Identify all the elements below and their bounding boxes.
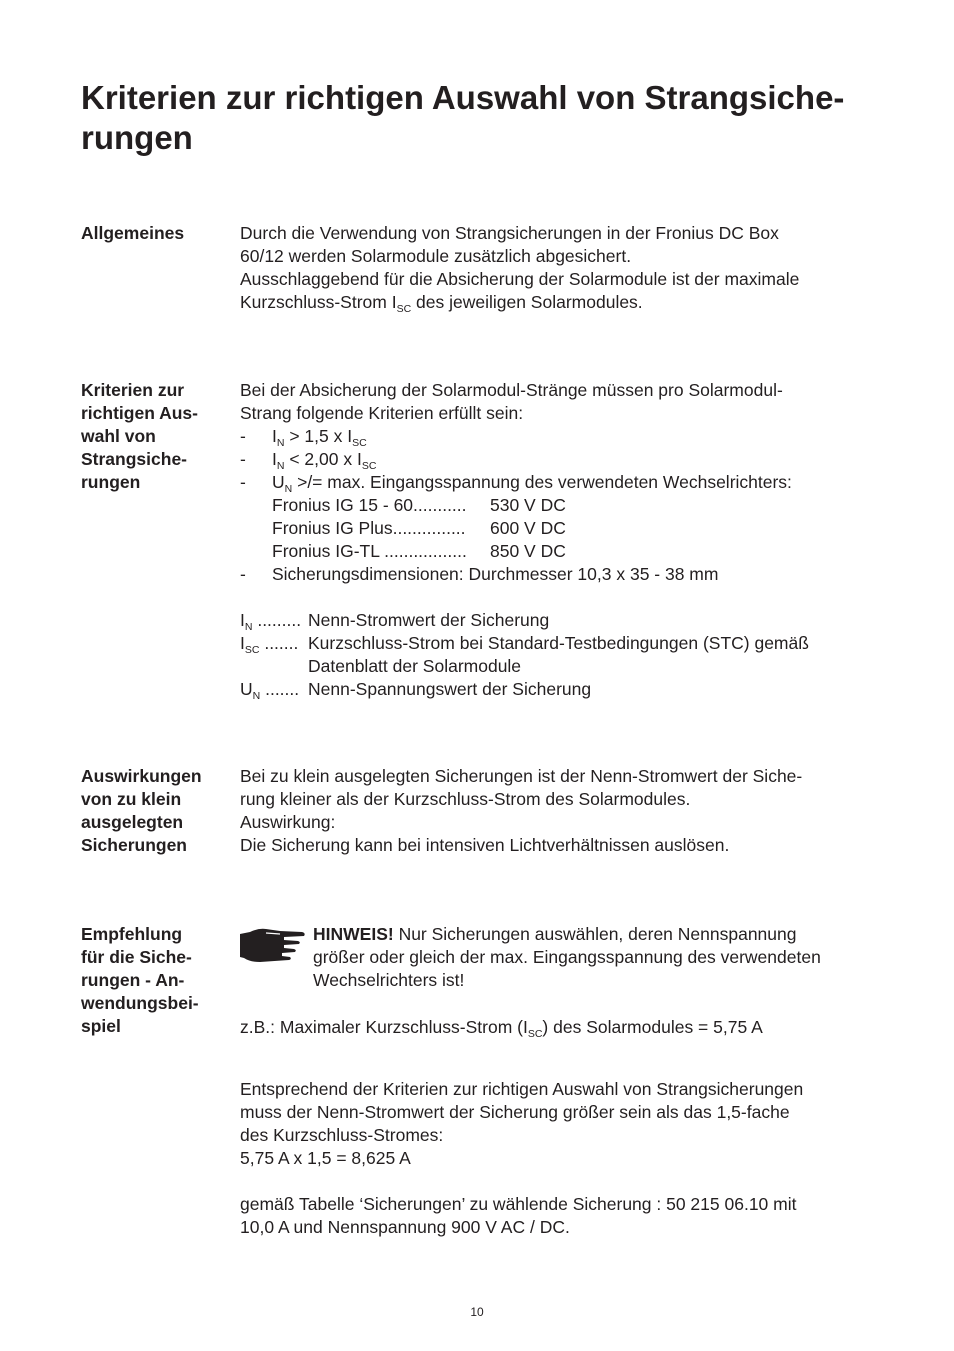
text-line: Die Sicherung kann bei intensiven Lichtverhältnissen auslösen.: [240, 835, 730, 855]
text-line: des Kurzschluss-Stromes:: [240, 1125, 444, 1145]
text-line: gemäß Tabelle ‘Sicherungen’ zu wählende Sicherung : 50 215 06.10 mit: [240, 1194, 797, 1214]
section-body-kriterien: [240, 379, 880, 701]
legend-row: $I_{SC}$ ....... Kurzschluss-Strom bei Standard-Testbedingungen (STC) gemäß: [240, 633, 809, 656]
page-title-line-1: Kriterien zur richtigen Auswahl von Strangsiche-: [81, 79, 845, 116]
text-line: Bei zu klein ausgelegten Sicherungen ist der Nenn-Stromwert der Siche-: [240, 766, 803, 786]
section-body-empfehlung: [240, 1016, 880, 1239]
text-line: rung kleiner als der Kurzschluss-Strom des Solarmodules.: [240, 789, 691, 809]
section-label-empfehlung: Empfehlung für die Siche- rungen - An- wendungsbei- spiel: [81, 924, 199, 1036]
device-row: Fronius IG-TL ................. 850 V DC: [272, 541, 566, 561]
section-body-auswirkungen: [240, 765, 880, 857]
section-label-allgemeines: Allgemeines: [81, 223, 185, 243]
example-line: z.B.: Maximaler Kurzschluss-Strom $(I_{SC})$ des Solarmodules = 5,75 A: [240, 1017, 763, 1040]
device-row: Fronius IG Plus............... 600 V DC: [272, 518, 566, 538]
legend-row: $U_N$ ....... Nenn-Spannungswert der Sicherung: [240, 679, 592, 702]
text-line: 5,75 A x 1,5 = 8,625 A: [240, 1148, 411, 1168]
device-row: Fronius IG 15 - 60........... 530 V DC: [272, 495, 566, 515]
text-line: Bei der Absicherung der Solarmodul-Stränge müssen pro Solarmodul-: [240, 380, 783, 400]
text-line: Ausschlaggebend für die Absicherung der Solarmodule ist der maximale: [240, 269, 800, 289]
legend-row: $I_N$ ......... Nenn-Stromwert der Sicherung: [240, 610, 550, 633]
text-line: Auswirkung:: [240, 812, 336, 832]
section-label-auswirkungen: Auswirkungen von zu klein ausgelegten Sicherungen: [81, 766, 202, 855]
text-line: 60/12 werden Solarmodule zusätzlich abgesichert.: [240, 246, 632, 266]
criterion-item: - Sicherungsdimensionen: Durchmesser 10,3 x 35 - 38 mm: [240, 564, 719, 584]
text-line: Kurzschluss-Strom $I_{SC}$ des jeweiligen Solarmodules.: [240, 292, 643, 315]
pointing-hand-icon: [240, 926, 306, 966]
page-title: [81, 78, 891, 158]
text-line: Entsprechend der Kriterien zur richtigen Auswahl von Strangsicherungen: [240, 1079, 804, 1099]
page-title-line-2: rungen: [81, 119, 193, 156]
criterion-item: - $I_N > 1,5$ x $I_{SC}$: [240, 426, 367, 449]
text-line: Durch die Verwendung von Strangsicherungen in der Fronius DC Box: [240, 223, 779, 243]
section-body-allgemeines: [240, 222, 880, 314]
text-line: Strang folgende Kriterien erfüllt sein:: [240, 403, 524, 423]
legend-row-continued: Datenblatt der Solarmodule: [308, 656, 522, 676]
hinweis-note: HINWEIS! Nur Sicherungen auswählen, deren Nennspannung größer oder gleich der max. Eingangsspannung des verwendeten Wechselrichters ist!: [313, 924, 821, 990]
text-line: 10,0 A und Nennspannung 900 V AC / DC.: [240, 1217, 570, 1237]
page-number: 10: [470, 1305, 484, 1319]
text-line: muss der Nenn-Stromwert der Sicherung größer sein als das 1,5-fache: [240, 1102, 790, 1122]
criterion-item: - $U_N$ >/= max. Eingangsspannung des verwendeten Wechselrichters:: [240, 472, 792, 495]
section-label-kriterien: Kriterien zur richtigen Aus- wahl von Strangsiche- rungen: [81, 380, 198, 492]
criterion-item: - $I_N < 2,00$ x $I_{SC}$: [240, 449, 377, 472]
